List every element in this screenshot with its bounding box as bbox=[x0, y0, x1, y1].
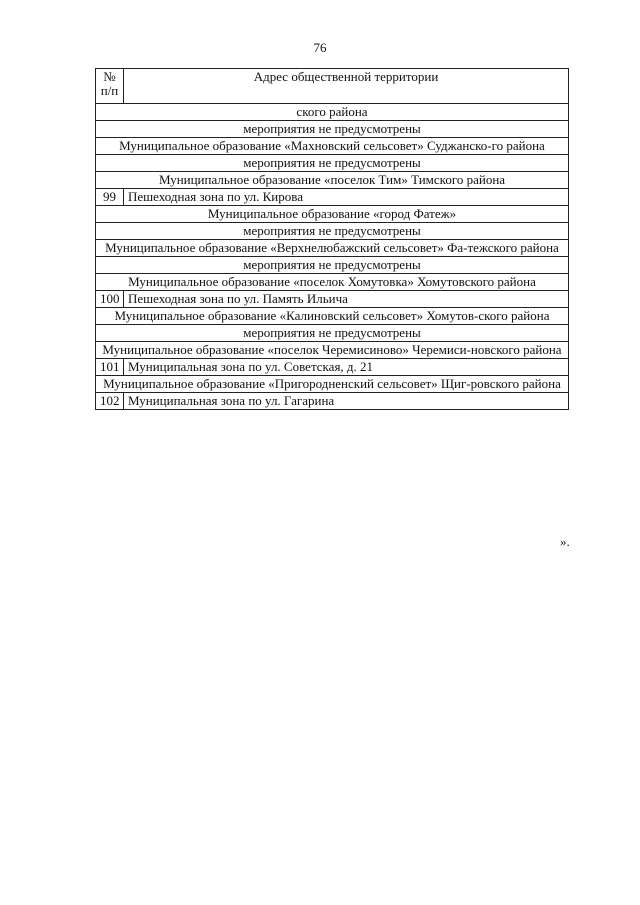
table-row-note bbox=[96, 121, 569, 138]
municipality-heading: ского района bbox=[96, 104, 569, 121]
table-row-municipality bbox=[96, 172, 569, 189]
table-row-municipality bbox=[96, 274, 569, 291]
municipality-heading: Муниципальное образование «Калиновский сельсовет» Хомутов-ского района bbox=[96, 308, 569, 325]
header-number bbox=[96, 69, 124, 104]
no-measures-note: мероприятия не предусмотрены bbox=[96, 223, 569, 240]
row-number: 102 bbox=[96, 393, 124, 410]
table-row-item bbox=[96, 189, 569, 206]
table-row-item bbox=[96, 359, 569, 376]
municipality-heading: Муниципальное образование «поселок Черемисиново» Черемиси-новского района bbox=[96, 342, 569, 359]
no-measures-note: мероприятия не предусмотрены bbox=[96, 325, 569, 342]
table-row-municipality bbox=[96, 376, 569, 393]
row-number: 101 bbox=[96, 359, 124, 376]
no-measures-note: мероприятия не предусмотрены bbox=[96, 155, 569, 172]
row-address: Муниципальная зона по ул. Советская, д. 21 bbox=[124, 359, 569, 376]
closing-quote-mark: ». bbox=[560, 534, 570, 549]
no-measures-note: мероприятия не предусмотрены bbox=[96, 121, 569, 138]
address-table bbox=[95, 68, 569, 410]
header-address: Адрес общественной территории bbox=[124, 69, 569, 104]
table-row-item bbox=[96, 291, 569, 308]
table-row-municipality bbox=[96, 342, 569, 359]
row-address: Муниципальная зона по ул. Гагарина bbox=[124, 393, 569, 410]
municipality-heading: Муниципальное образование «Пригородненский сельсовет» Щиг-ровского района bbox=[96, 376, 569, 393]
table-row-municipality bbox=[96, 240, 569, 257]
table-row-note bbox=[96, 223, 569, 240]
table-row-municipality bbox=[96, 104, 569, 121]
table-row-municipality bbox=[96, 138, 569, 155]
municipality-heading: Муниципальное образование «поселок Хомутовка» Хомутовского района bbox=[96, 274, 569, 291]
table-row-note bbox=[96, 257, 569, 274]
row-number: 99 bbox=[96, 189, 124, 206]
row-address: Пешеходная зона по ул. Кирова bbox=[124, 189, 569, 206]
table-row-municipality bbox=[96, 206, 569, 223]
table-header-row bbox=[96, 69, 569, 104]
municipality-heading: Муниципальное образование «город Фатеж» bbox=[96, 206, 569, 223]
page-number: 76 bbox=[313, 40, 327, 55]
table-body bbox=[96, 104, 569, 410]
table-row-municipality bbox=[96, 308, 569, 325]
municipality-heading: Муниципальное образование «Махновский сельсовет» Суджанско-го района bbox=[96, 138, 569, 155]
municipality-heading: Муниципальное образование «Верхнелюбажский сельсовет» Фа-тежского района bbox=[96, 240, 569, 257]
row-address: Пешеходная зона по ул. Память Ильича bbox=[124, 291, 569, 308]
row-number: 100 bbox=[96, 291, 124, 308]
table-row-note bbox=[96, 155, 569, 172]
no-measures-note: мероприятия не предусмотрены bbox=[96, 257, 569, 274]
table-row-item bbox=[96, 393, 569, 410]
table-row-note bbox=[96, 325, 569, 342]
header-number-label: № п/п bbox=[100, 69, 119, 98]
municipality-heading: Муниципальное образование «поселок Тим» Тимского района bbox=[96, 172, 569, 189]
